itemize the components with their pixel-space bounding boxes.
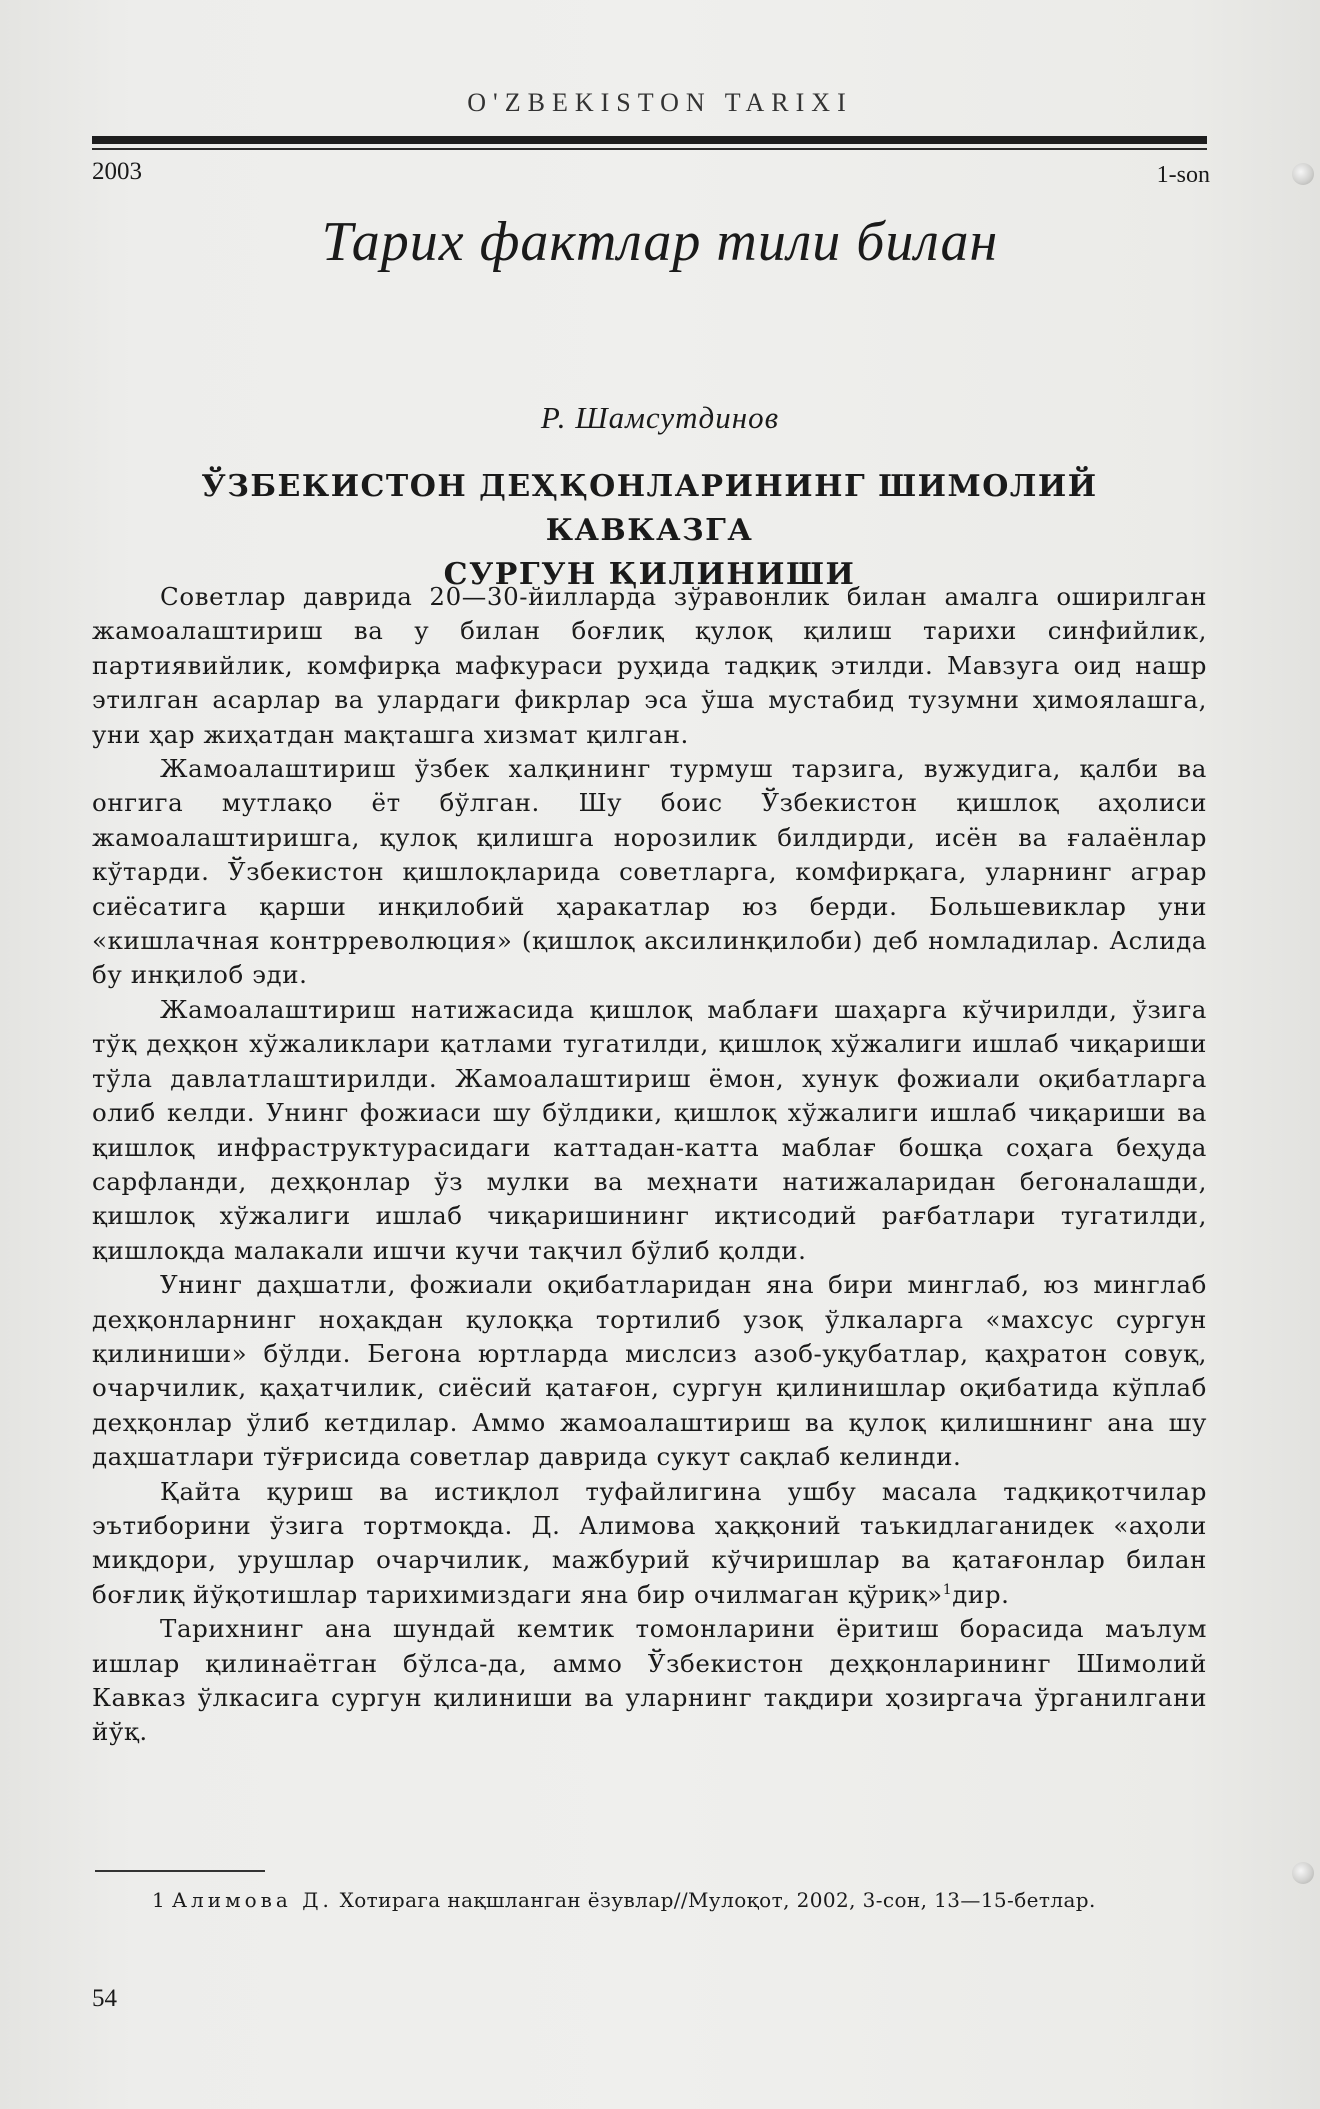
paragraph-5-text: Қайта қуриш ва истиқлол туфайлигина ушбу масала тадқиқотчилар эътиборини ўзига тортмоқда. Д. Алимова ҳаққоний таъкидлаганидек «аҳоли миқдори, урушлар очарчилик, мажбурий кўчиришлар ва қатағонлар билан боғлиқ йўқотишлар тарихимиздаги яна бир очилмаган қўриқ» [92,1476,1207,1609]
footnote-text: Хотирага нақшланган ёзувлар//Мулоқот, 2002, 3-сон, 13—15-бетлар. [339,1888,1096,1912]
paragraph-6: Тарихнинг ана шундай кемтик томонларини ёритиш борасида маълум ишлар қилинаётган бўлса-да, аммо Ўзбекистон деҳқонларининг Шимолий Кавказ ўлкасига сургун қилиниши ва уларнинг тақдири ҳозиргача ўрганилгани йўқ. [92,1614,1207,1747]
section-rubric: Тарих фактлар тили билан [321,211,999,273]
article-title-line-1: ЎЗБЕКИСТОН ДЕҲҚОНЛАРИНИНГ ШИМОЛИЙ КАВКАЗГА [201,469,1098,548]
footnote-rule [95,1870,265,1872]
header-rule-thick [92,136,1207,144]
paragraph-5 [92,1475,1207,1613]
article-title [92,465,1207,597]
punch-hole-mark [1292,163,1314,185]
paragraph-1: Советлар даврида 20—30-йилларда зўравонлик билан амалга оширилган жамоалаштириш ва у билан боғлиқ қулоқ қилиш тарихи синфийлик, партиявийлик, комфирқа мафкураси руҳида тадқиқ этилди. Мавзуга оид нашр этилган асарлар ва улардаги фикрлар эса ўша мустабид тузумни ҳимоялашга, уни ҳар жиҳатдан мақташга хизмат қилган. [92,582,1207,749]
article-title-line-2: СУРГУН ҚИЛИНИШИ [443,557,856,592]
article-author: Р. Шамсутдинов [540,400,780,435]
punch-hole-mark [1292,1862,1314,1884]
journal-title: O'ZBEKISTON TARIXI [467,88,853,117]
page-number: 54 [92,1985,117,2012]
issue-year: 2003 [92,158,142,185]
header-rule-thin [92,148,1207,150]
paragraph-3: Жамоалаштириш натижасида қишлоқ маблағи шаҳарга кўчирилди, ўзига тўқ деҳқон хўжаликлари қатлами тугатилди, қишлоқ хўжалиги ишлаб чиқариши тўла давлатлаштирилди. Жамоалаштириш ёмон, хунук фожиали оқибатларга олиб келди. Унинг фожиаси шу бўлдики, қишлоқ хўжалиги ишлаб чиқариши ва қишлоқ инфраструктурасидаги каттадан-катта маблағ бошқа соҳага беҳуда сарфланди, деҳқонлар ўз мулки ва меҳнати натижаларидан бегоналашди, қишлоқ хўжалиги ишлаб чиқаришининг иқтисодий рағбатлари тугатилди, қишлоқда малакали ишчи кучи тақчил бўлиб қолди. [92,994,1207,1265]
issue-number: 1-son [1156,162,1210,188]
footnote-reference: 1 [942,1581,953,1598]
footnote-author: Алимова Д. [171,1888,333,1912]
paragraph-2: Жамоалаштириш ўзбек халқининг турмуш тарзига, вужудига, қалби ва онгига мутлақо ёт бўлган. Шу боис Ўзбекистон қишлоқ аҳолиси жамоалаштиришга, қулоқ қилишга норозилик билдирди, исён ва ғалаёнлар кўтарди. Ўзбекистон қишлоқларида советларга, комфирқага, уларнинг аграр сиёсатига қарши инқилобий ҳаракатлар юз берди. Большевиклар уни «кишлачная контрреволюция» (қишлоқ аксилинқилоби) деб номладилар. Аслида бу инқилоб эди. [92,754,1207,990]
paragraph-4: Унинг даҳшатли, фожиали оқибатларидан яна бири минглаб, юз минглаб деҳқонларнинг ноҳақдан қулоққа тортилиб узоқ ўлкаларга «махсус сургун қилиниши» бўлди. Бегона юртларда мислсиз азоб-уқубатлар, қаҳратон совуқ, очарчилик, қаҳатчилик, сиёсий қатағон, сургун қилинишлар оқибатида кўплаб деҳқонлар ўлиб кетдилар. Аммо жамоалаштириш ва қулоқ қилишнинг ана шу даҳшатлари тўғрисида советлар даврида сукут сақлаб келинди. [92,1270,1207,1472]
article-body [92,580,1207,1750]
footnote [92,1885,1207,1915]
footnote-marker: 1 [152,1888,166,1912]
paragraph-5-end: дир. [952,1579,1010,1609]
